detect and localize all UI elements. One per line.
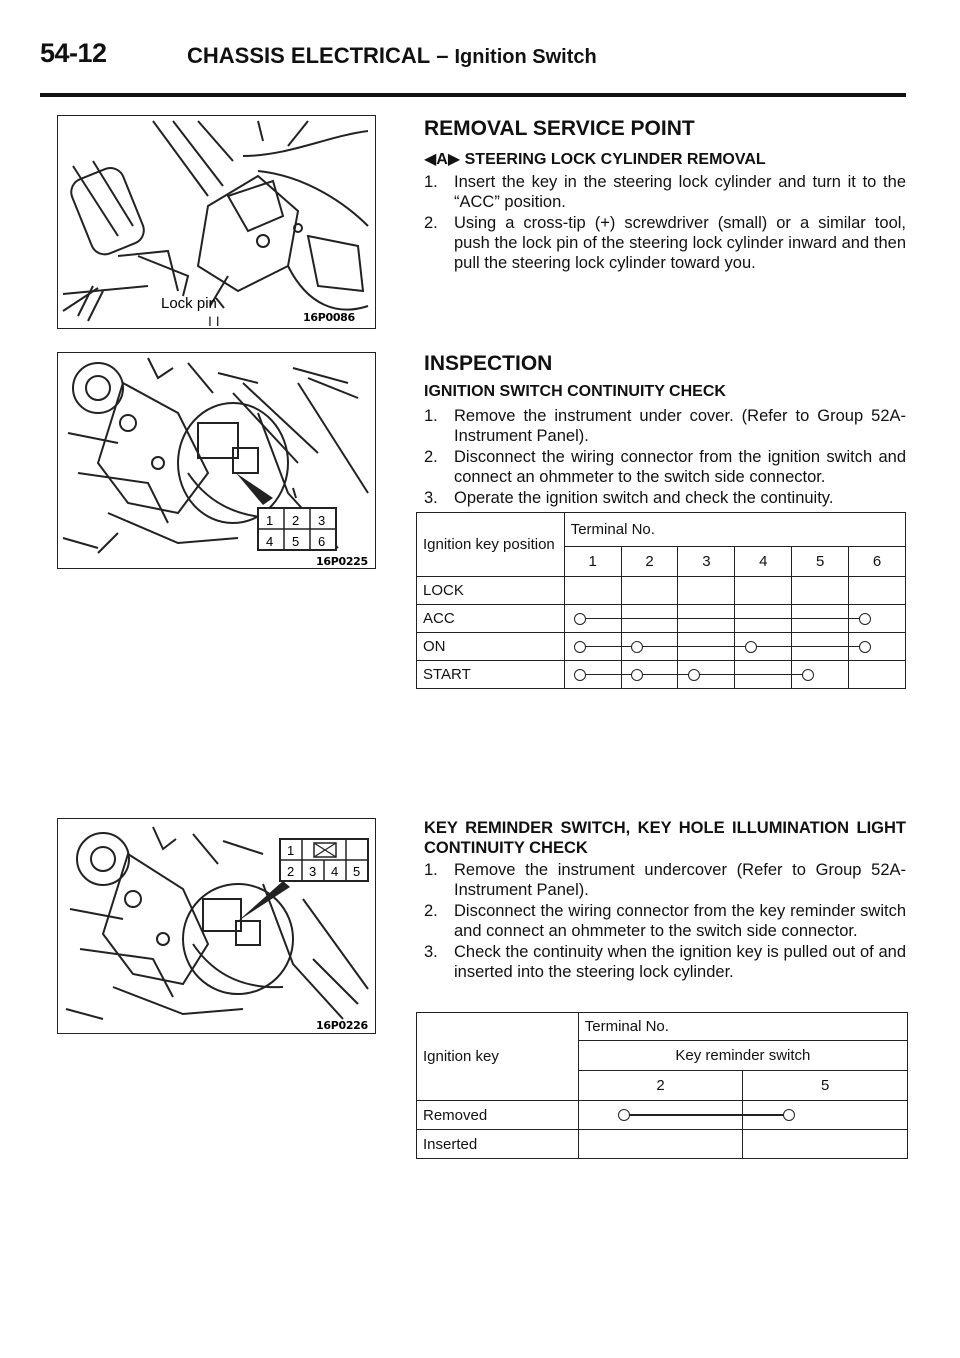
key-reminder-continuity-table: [416, 1012, 908, 1159]
continuity-terminal-mark: [859, 641, 871, 653]
list-item: 2. Disconnect the wiring connector from the ignition switch and connect an ohmmeter to the switch side connector.: [424, 448, 906, 486]
row-label: START: [417, 661, 565, 689]
continuity-terminal-mark: [631, 641, 643, 653]
connector-pin-6: 6: [318, 534, 326, 549]
connector-pin-5: 5: [292, 534, 300, 549]
section-title: CHASSIS ELECTRICAL: [187, 43, 431, 68]
connector-pin-4: 4: [331, 864, 339, 879]
header-dash: –: [436, 43, 449, 68]
svg-text:I I: I I: [208, 313, 220, 328]
list-item: 3. Check the continuity when the ignition key is pulled out of and inserted into the steering lock cylinder.: [424, 943, 906, 981]
continuity-terminal-mark: [574, 669, 586, 681]
connector-pin-1: 1: [287, 843, 295, 858]
page-header: [187, 43, 597, 69]
terminal-group-header: Terminal No.: [578, 1013, 907, 1041]
terminal-header: 2: [621, 547, 678, 577]
inspection-subheading: IGNITION SWITCH CONTINUITY CHECK: [424, 383, 726, 400]
list-item: 1. Insert the key in the steering lock cylinder and turn it to the “ACC” position.: [424, 173, 906, 211]
inspection-steps: [424, 406, 906, 509]
row-label: ON: [417, 633, 565, 661]
inspection-heading: INSPECTION: [424, 352, 553, 375]
terminal-group-header: Terminal No.: [564, 513, 905, 547]
switch-group-header: Key reminder switch: [578, 1041, 907, 1071]
ignition-switch-illustration: [58, 353, 375, 568]
continuity-line: [624, 1114, 789, 1115]
terminal-header: 6: [849, 547, 906, 577]
continuity-terminal-mark: [783, 1109, 795, 1121]
connector-pin-4: 4: [266, 534, 274, 549]
connector-pin-3: 3: [318, 513, 326, 528]
row-label: LOCK: [417, 577, 565, 605]
continuity-terminal-mark: [802, 669, 814, 681]
key-reminder-heading: KEY REMINDER SWITCH, KEY HOLE ILLUMINATION LIGHT CONTINUITY CHECK: [424, 819, 906, 857]
key-reminder-steps: [424, 860, 906, 983]
list-item: 1. Remove the instrument under cover. (Refer to Group 52A-Instrument Panel).: [424, 407, 906, 445]
connector-pin-2: 2: [287, 864, 295, 879]
header-rule: [40, 93, 906, 97]
terminal-header: 4: [735, 547, 792, 577]
service-point-marker: ◀A▶: [424, 151, 461, 168]
row-header-cell: Ignition key: [417, 1013, 579, 1101]
list-item: 3. Operate the ignition switch and check the continuity.: [424, 489, 834, 507]
terminal-header: 2: [578, 1071, 743, 1101]
continuity-line: [580, 646, 864, 647]
continuity-terminal-mark: [574, 641, 586, 653]
row-label: Removed: [417, 1101, 579, 1130]
terminal-header: 3: [678, 547, 735, 577]
continuity-terminal-mark: [745, 641, 757, 653]
figure-code: 16P0225: [316, 555, 368, 568]
removal-heading: REMOVAL SERVICE POINT: [424, 117, 695, 140]
ignition-connector-diagram: [258, 508, 336, 550]
continuity-terminal-mark: [859, 613, 871, 625]
removal-steps: [424, 172, 906, 274]
continuity-terminal-mark: [688, 669, 700, 681]
connector-pin-1: 1: [266, 513, 274, 528]
row-label: ACC: [417, 605, 565, 633]
connector-pin-3: 3: [309, 864, 317, 879]
figure-lock-pin: [57, 115, 376, 329]
terminal-header: 5: [792, 547, 849, 577]
figure-code: 16P0226: [316, 1019, 368, 1032]
list-item: 1. Remove the instrument undercover (Refer to Group 52A-Instrument Panel).: [424, 861, 906, 899]
terminal-header: 1: [564, 547, 621, 577]
row-header-cell: Ignition key position: [417, 513, 565, 577]
removal-subtitle: STEERING LOCK CYLINDER REMOVAL: [464, 151, 766, 168]
lock-pin-label: Lock pin: [161, 295, 217, 312]
figure-key-reminder-connector: [57, 818, 376, 1034]
continuity-terminal-mark: [631, 669, 643, 681]
list-item: 2. Using a cross-tip (+) screwdriver (small) or a similar tool, push the lock pin of the steering lock cylinder inward and then pull the steering lock cylinder toward you.: [424, 214, 906, 272]
removal-subheading: [424, 149, 766, 169]
list-item: 2. Disconnect the wiring connector from the key reminder switch and connect an ohmmeter to the switch side connector.: [424, 902, 906, 940]
row-label: Inserted: [417, 1130, 579, 1159]
page-number: 54-12: [40, 38, 107, 68]
key-reminder-connector-diagram: [280, 839, 368, 881]
connector-pin-2: 2: [292, 513, 300, 528]
ignition-continuity-table: [416, 512, 906, 689]
figure-ignition-connector: [57, 352, 376, 569]
subsection-title: Ignition Switch: [454, 46, 597, 68]
continuity-terminal-mark: [574, 613, 586, 625]
key-reminder-illustration: [58, 819, 375, 1033]
connector-pin-5: 5: [353, 864, 361, 879]
continuity-line: [580, 618, 864, 619]
table-row: [417, 1130, 908, 1159]
table-row: [417, 577, 906, 605]
steering-column-illustration: [58, 116, 375, 328]
terminal-header: 5: [743, 1071, 908, 1101]
figure-code: 16P0086: [303, 311, 355, 324]
